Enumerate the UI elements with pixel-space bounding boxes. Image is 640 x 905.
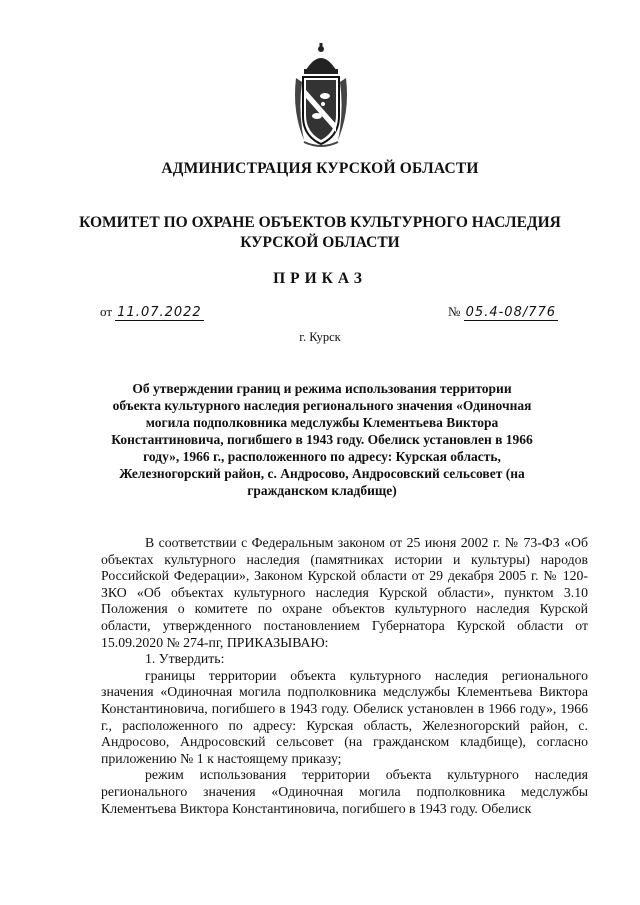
coat-of-arms-icon <box>290 42 352 150</box>
administration-title: АДМИНИСТРАЦИЯ КУРСКОЙ ОБЛАСТИ <box>161 160 479 177</box>
document-type: ПРИКАЗ <box>273 270 367 287</box>
preamble-paragraph: В соответствии с Федеральным законом от 25 июня 2002 г. № 73-ФЗ «Об объектах культурного наследия (памятниках истории и культуры) народов Российской Федерации», Законом Курской области от 29 декабря 2005 г. № 120-ЗКО «Об объектах культурного наследия Курской области», пунктом 3.10 Положения о комитете по охране объектов культурного наследия Курской области, утвержденного постановлением Губернатора Курской области от 15.09.2020 № 274-пг, ПРИКАЗЫВАЮ: <box>101 535 588 650</box>
committee-title-line2: КУРСКОЙ ОБЛАСТИ <box>240 234 400 251</box>
city-label: г. Курск <box>299 330 341 344</box>
order-number <box>448 304 558 320</box>
number-prefix: № <box>448 304 461 319</box>
number-value: 05.4-08/776 <box>465 305 557 320</box>
committee-title <box>0 213 640 253</box>
item1-borders-paragraph: границы территории объекта культурного наследия регионального значения «Одиночная могила подполковника медслужбы Клементьева Виктора Константиновича, погибшего в 1943 году. Обелиск установлен в 1966 году», 1966 г., расположенного по адресу: Курская область, Железногорский район, с. Андросово, Андросовский сельсовет (на гражданском кладбище), согласно приложению № 1 к настоящему приказу; <box>101 667 588 766</box>
order-date <box>100 304 204 320</box>
date-prefix: от <box>100 304 113 319</box>
item1-regime-paragraph: режим использования территории объекта культурного наследия регионального значения «Одиночная могила подполковника медслужбы Клементьева Виктора Константиновича, погибшего в 1943 году. Обелиск <box>101 767 588 816</box>
order-subject: Об утверждении границ и режима использования территории объекта культурного наследия регионального значения «Одиночная могила подполковника медслужбы Клементьева Виктора Константиновича, погибшего в 1943 году. Обелиск установлен в 1966 году», 1966 г., расположенного по адресу: Курская область, Железногорский район, с. Андросово, Андросовский сельсовет (на гражданском кладбище) <box>111 381 533 498</box>
date-value: 11.07.2022 <box>117 305 202 320</box>
committee-title-line1: КОМИТЕТ ПО ОХРАНЕ ОБЪЕКТОВ КУЛЬТУРНОГО НАСЛЕДИЯ <box>79 214 561 231</box>
order-body <box>101 535 588 817</box>
item1-heading: 1. Утвердить: <box>145 651 225 667</box>
